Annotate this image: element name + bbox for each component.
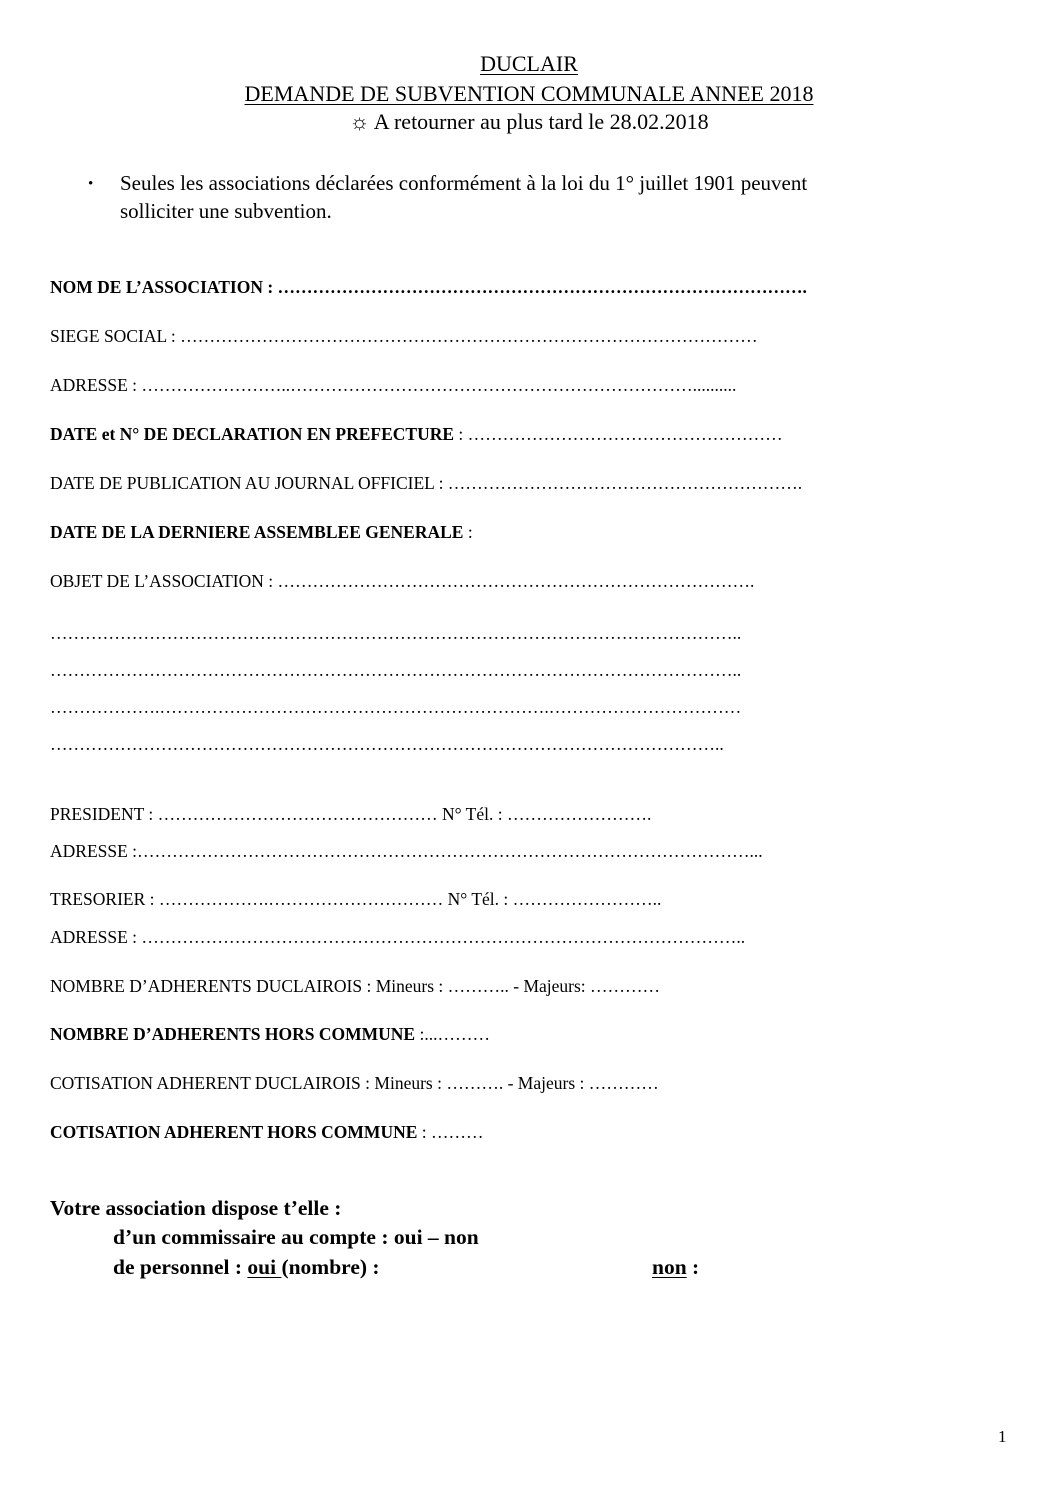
page-title: DEMANDE DE SUBVENTION COMMUNALE ANNEE 2018 (244, 81, 814, 106)
notice-line-1: Seules les associations déclarées conformément à la loi du 1° juillet 1901 peuvent (120, 171, 808, 195)
staff-question: de personnel : oui (nombre) : (113, 1255, 380, 1279)
president-field[interactable]: PRESIDENT : ………………………………………… N° Tél. : ……………………. (50, 804, 652, 824)
address-field[interactable]: ADRESSE : ……………………..…………………………………………………………….......... (50, 375, 737, 395)
president-address-field[interactable]: ADRESSE :……………………………………………………………………………………………... (50, 841, 763, 861)
notice-line-2: solliciter une subvention. (120, 199, 332, 223)
local-members-field[interactable]: NOMBRE D’ADHERENTS DUCLAIROIS : Mineurs : ……….. - Majeurs: ………… (50, 976, 661, 996)
staff-yes-option[interactable]: oui (247, 1255, 282, 1279)
outside-fee-field[interactable]: COTISATION ADHERENT HORS COMMUNE : ……… (50, 1122, 484, 1142)
head-office-field[interactable]: SIEGE SOCIAL : ……………………………………………………………………………………… (50, 326, 758, 346)
page-number: 1 (998, 1427, 1007, 1446)
auditor-question[interactable]: d’un commissaire au compte : oui – non (113, 1225, 479, 1249)
journal-publication-field[interactable]: DATE DE PUBLICATION AU JOURNAL OFFICIEL : ……………………………………………………. (50, 473, 803, 493)
bullet-icon: • (88, 176, 94, 192)
association-name-field[interactable]: NOM DE L’ASSOCIATION : ………………………………………………………………………………. (50, 277, 807, 297)
purpose-field[interactable]: OBJET DE L’ASSOCIATION : ………………………………………………………………………. (50, 571, 755, 591)
purpose-line-4[interactable]: …………………………………………………………………………………………………….. (50, 734, 724, 754)
outside-members-field[interactable]: NOMBRE D’ADHERENTS HORS COMMUNE :...……… (50, 1024, 490, 1044)
general-assembly-field[interactable]: DATE DE LA DERNIERE ASSEMBLEE GENERALE : (50, 522, 473, 542)
outside-members-label: NOMBRE D’ADHERENTS HORS COMMUNE (50, 1024, 416, 1044)
local-fee-field[interactable]: COTISATION ADHERENT DUCLAIROIS : Mineurs : ………. - Majeurs : ………… (50, 1073, 659, 1093)
declaration-label: DATE et N° DE DECLARATION EN PREFECTURE (50, 424, 455, 444)
staff-no-option[interactable]: non : (652, 1255, 700, 1279)
purpose-line-3[interactable]: ……………….………………………………………………………….…………………………… (50, 697, 742, 717)
questions-title: Votre association dispose t’elle : (50, 1196, 342, 1220)
return-deadline: ☼ A retourner au plus tard le 28.02.2018 (349, 109, 709, 134)
general-assembly-label: DATE DE LA DERNIERE ASSEMBLEE GENERALE (50, 522, 464, 542)
treasurer-address-field[interactable]: ADRESSE : ………………………………………………………………………………………….. (50, 927, 746, 947)
purpose-line-1[interactable]: ……………………………………………………………………………………………………….. (50, 623, 742, 643)
purpose-line-2[interactable]: ……………………………………………………………………………………………………….. (50, 660, 742, 680)
treasurer-field[interactable]: TRESORIER : ……………….………………………… N° Tél. : …………………….. (50, 889, 662, 909)
outside-fee-label: COTISATION ADHERENT HORS COMMUNE (50, 1122, 418, 1142)
town-name: DUCLAIR (480, 51, 578, 76)
declaration-field[interactable]: DATE et N° DE DECLARATION EN PREFECTURE : ……………………………………………… (50, 424, 783, 444)
